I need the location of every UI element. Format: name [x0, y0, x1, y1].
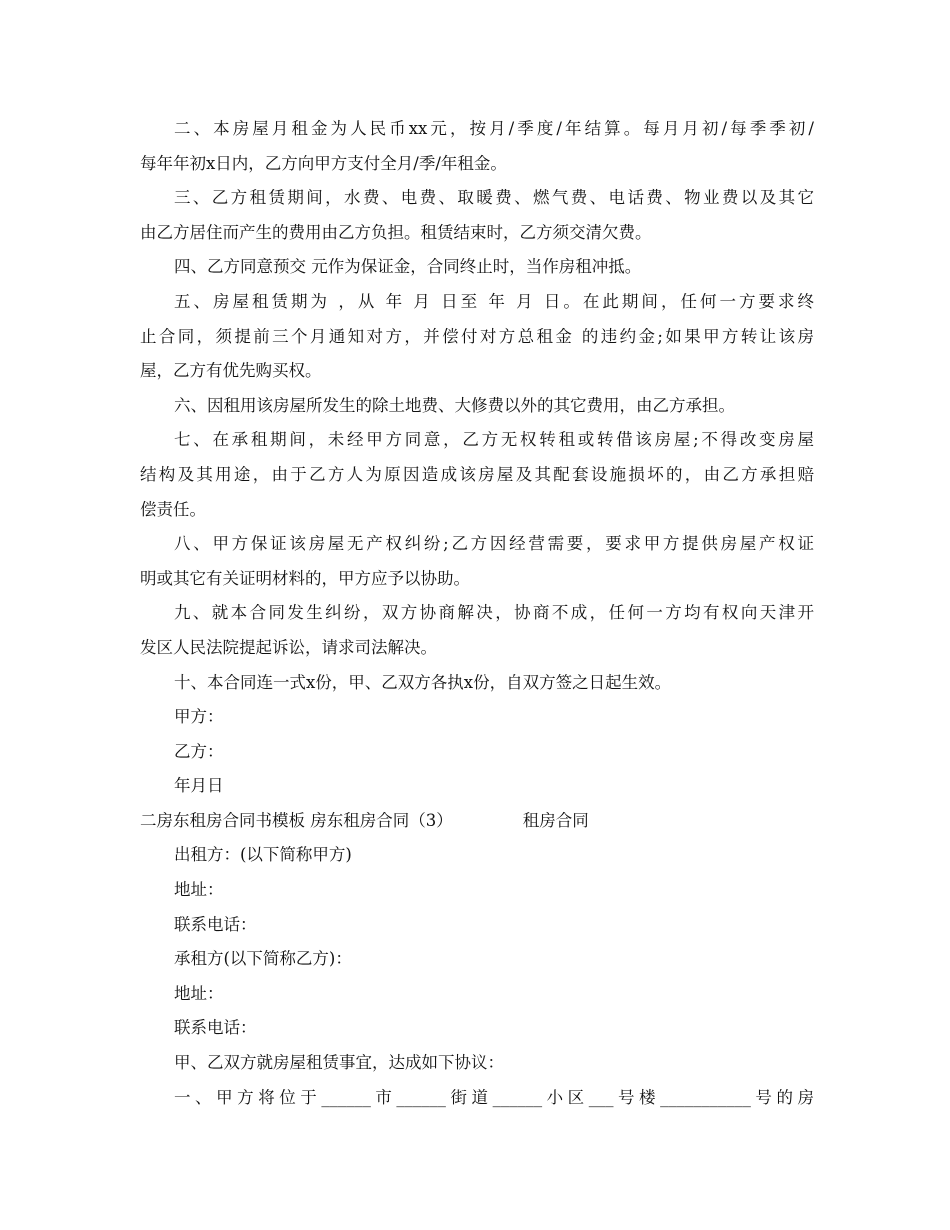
lessee-label: 承租方(以下简称乙方)：	[174, 949, 352, 969]
document-body	[140, 112, 814, 1115]
clause-one-line: 一、甲方将位于______市______街道______小区___号楼___________号的房	[174, 1087, 814, 1107]
text-line: 结构及其用途，由于乙方人为原因造成该房屋及其配套设施损坏的，由乙方承担赔	[140, 464, 814, 484]
signature-party-b: 乙方：	[174, 741, 224, 761]
lessor-phone-label: 联系电话：	[174, 914, 257, 934]
text-line: 四、乙方同意预交 元作为保证金，合同终止时，当作房租冲抵。	[174, 257, 642, 277]
text-line: 十、本合同连一式x份，甲、乙双方各执x份，自双方签之日起生效。	[174, 672, 672, 692]
text-line: 屋，乙方有优先购买权。	[140, 361, 322, 381]
lessee-phone-label: 联系电话：	[174, 1018, 257, 1038]
text-line: 每年年初x日内，乙方向甲方支付全月/季/年租金。	[140, 153, 507, 173]
section-heading	[140, 804, 814, 839]
signature-date: 年月日	[174, 776, 224, 796]
text-line: 由乙方居住而产生的费用由乙方负担。租赁结束时，乙方须交清欠费。	[140, 222, 652, 242]
text-line: 三、乙方租赁期间，水费、电费、取暖费、燃气费、电话费、物业费以及其它	[174, 188, 814, 208]
text-line: 五、房屋租赁期为 ，从 年 月 日至 年 月 日。在此期间，任何一方要求终	[174, 291, 814, 311]
agreement-intro: 甲、乙双方就房屋租赁事宜，达成如下协议：	[174, 1053, 504, 1073]
text-line: 六、因租用该房屋所发生的除土地费、大修费以外的其它费用，由乙方承担。	[174, 395, 735, 415]
text-line: 二、本房屋月租金为人民币xx元，按月/季度/年结算。每月月初/每季季初/	[174, 119, 814, 138]
lessee-address-label: 地址：	[174, 983, 224, 1003]
lessor-label: 出租方：(以下简称甲方)	[174, 845, 352, 865]
text-line: 明或其它有关证明材料的，甲方应予以协助。	[140, 568, 470, 588]
text-line: 偿责任。	[140, 499, 206, 519]
section-heading-title: 二房东租房合同书模板 房东租房合同（3）	[140, 810, 453, 830]
text-line: 止合同，须提前三个月通知对方，并偿付对方总租金 的违约金;如果甲方转让该房	[140, 326, 814, 346]
text-line: 九、就本合同发生纠纷，双方协商解决，协商不成，任何一方均有权向天津开	[174, 603, 814, 623]
lessor-address-label: 地址：	[174, 880, 224, 900]
signature-party-a: 甲方：	[174, 707, 224, 727]
text-line: 发区人民法院提起诉讼，请求司法解决。	[140, 637, 437, 657]
text-line: 七、在承租期间，未经甲方同意，乙方无权转租或转借该房屋;不得改变房屋	[174, 430, 814, 450]
section-heading-subtitle: 租房合同	[522, 810, 589, 830]
text-line: 八、甲方保证该房屋无产权纠纷;乙方因经营需要，要求甲方提供房屋产权证	[174, 534, 814, 554]
